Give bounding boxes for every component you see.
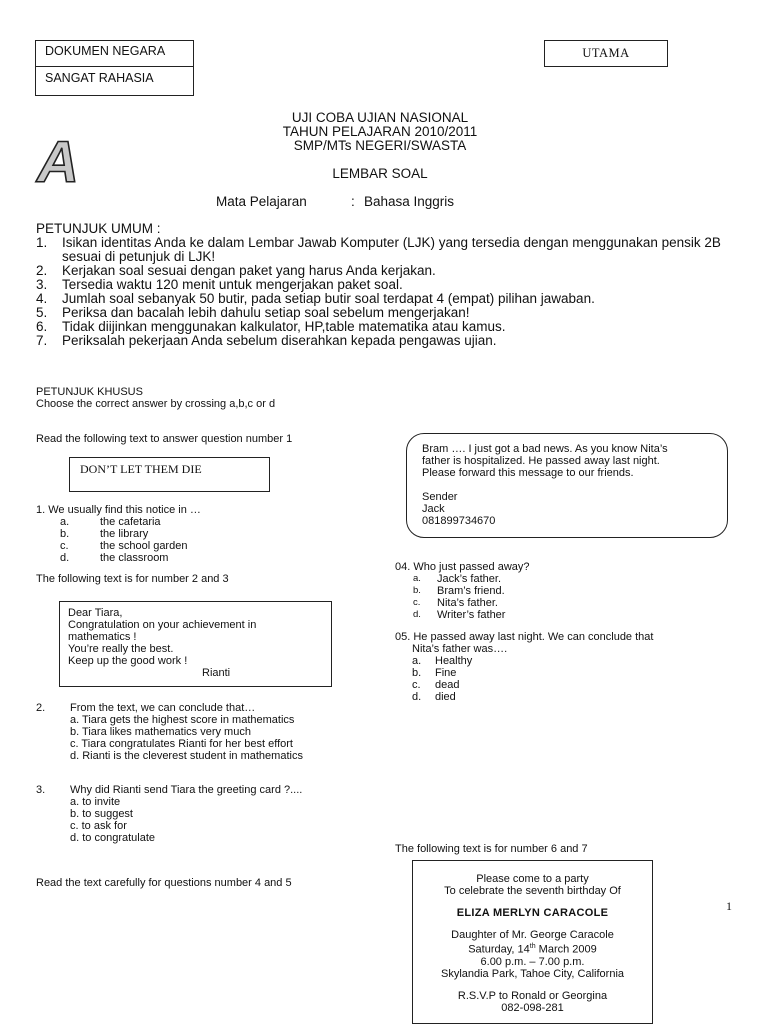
option-b[interactable]: b. Bram’s friend.	[413, 585, 505, 597]
option-a[interactable]: a. Tiara gets the highest score in mathematics	[70, 714, 295, 726]
list-item: 3. Tersedia waktu 120 menit untuk mengerjakan paket soal.	[36, 277, 403, 292]
option-c[interactable]: c. Tiara congratulates Rianti for her best effort	[70, 738, 293, 750]
utama-box	[544, 40, 668, 67]
title-line-1: UJI COBA UJIAN NASIONAL	[291, 110, 469, 125]
page-number: 1	[726, 899, 732, 913]
sms-line: father is hospitalized. He passed away last night.	[422, 455, 660, 467]
title-line-2: TAHUN PELAJARAN 2010/2011	[282, 124, 478, 139]
invite-line: Please come to a party	[476, 873, 589, 885]
subject-label: Mata Pelajaran	[216, 194, 307, 209]
sms-sender-name: Jack	[422, 503, 445, 515]
petunjuk-umum-list	[36, 236, 736, 348]
question-4	[395, 561, 715, 621]
card-line: mathematics !	[68, 631, 137, 643]
card-line: Dear Tiara,	[68, 607, 123, 619]
question-5	[395, 631, 725, 703]
intro-q6-7: The following text is for number 6 and 7	[395, 843, 588, 855]
sms-line: Please forward this message to our friends.	[422, 467, 634, 479]
paket-letter: A	[37, 138, 79, 188]
utama-label: UTAMA	[582, 46, 630, 60]
question-stem-cont: Nita’s father was….	[412, 643, 508, 655]
sangat-rahasia-label: SANGAT RAHASIA	[45, 71, 154, 85]
card-line: You’re really the best.	[68, 643, 174, 655]
invite-date: Saturday, 14th March 2009	[468, 943, 597, 956]
notice-text: DON’T LET THEM DIE	[80, 462, 202, 476]
paket-a-logo	[33, 138, 105, 188]
question-stem: 1. We usually find this notice in …	[36, 504, 201, 516]
option-a[interactable]: a. Healthy	[412, 655, 473, 667]
question-stem: Why did Rianti send Tiara the greeting card ?....	[70, 784, 303, 796]
question-stem: 05. He passed away last night. We can conclude that	[395, 631, 654, 643]
sms-line: Bram …. I just got a bad news. As you know Nita’s	[422, 443, 668, 455]
option-a[interactable]: a. to invite	[70, 796, 121, 808]
title-line-3: SMP/MTs NEGERI/SWASTA	[293, 138, 467, 153]
question-3: 3. Why did Rianti send Tiara the greeting card ?.... a. to invite b. to suggest c. to ask for d. to congratulate	[36, 784, 376, 844]
option-c[interactable]: c. Nita’s father.	[413, 597, 498, 609]
petunjuk-umum-heading: PETUNJUK UMUM :	[36, 221, 161, 236]
card-line: Congratulation on your achievement in	[68, 619, 257, 631]
subject-separator: :	[351, 194, 355, 209]
intro-q2-3: The following text is for number 2 and 3	[36, 573, 229, 585]
invite-name: ELIZA MERLYN CARACOLE	[456, 907, 609, 919]
intro-q4-5: Read the text carefully for questions number 4 and 5	[36, 877, 292, 889]
option-c[interactable]: c. dead	[412, 679, 460, 691]
lembar-soal-title: LEMBAR SOAL	[332, 166, 428, 181]
option-d[interactable]: d. Rianti is the cleverest student in mathematics	[70, 750, 303, 762]
option-b[interactable]: b. Fine	[412, 667, 457, 679]
question-1	[36, 504, 366, 564]
list-item: 4. Jumlah soal sebanyak 50 butir, pada setiap butir soal terdapat 4 (empat) pilihan jawaban.	[36, 291, 595, 306]
question-stem: 04. Who just passed away?	[395, 561, 530, 573]
greeting-card-box	[59, 601, 332, 687]
list-item: 6. Tidak diijinkan menggunakan kalkulator, HP,table matematika atau kamus.	[36, 319, 506, 334]
subject-value: Bahasa Inggris	[364, 194, 455, 209]
option-d[interactable]: d. died	[412, 691, 456, 703]
classification-box	[35, 40, 194, 96]
invite-phone: 082-098-281	[501, 1001, 564, 1014]
list-item: 2. Kerjakan soal sesuai dengan paket yang harus Anda kerjakan.	[36, 263, 436, 278]
sms-sender-label: Sender	[422, 491, 458, 503]
intro-q1: Read the following text to answer question number 1	[36, 433, 293, 445]
petunjuk-khusus-heading: PETUNJUK KHUSUS	[36, 386, 143, 398]
list-item: 5. Periksa dan bacalah lebih dahulu setiap soal sebelum mengerjakan!	[36, 305, 470, 320]
option-d[interactable]: d. to congratulate	[70, 832, 156, 844]
option-d[interactable]: d. Writer’s father	[413, 609, 506, 621]
list-item: 1. Isikan identitas Anda ke dalam Lembar Jawab Komputer (LJK) yang tersedia dengan menggunakan pensik 2B sesuai di petunjuk di LJK!	[36, 235, 721, 264]
option-c[interactable]: c. to ask for	[70, 820, 127, 832]
option-b[interactable]: b. Tiara likes mathematics very much	[70, 726, 251, 738]
list-item: 7. Periksalah pekerjaan Anda sebelum diserahkan kepada pengawas ujian.	[36, 333, 497, 348]
invite-rsvp: R.S.V.P to Ronald or Georgina	[457, 989, 608, 1002]
notice-box	[69, 457, 270, 492]
option-b[interactable]: b. the library	[60, 528, 149, 540]
petunjuk-khusus-text: Choose the correct answer by crossing a,b,c or d	[36, 398, 276, 410]
invite-line: Daughter of Mr. George Caracole	[451, 929, 614, 941]
doc-negara-label: DOKUMEN NEGARA	[45, 44, 166, 58]
invite-line: To celebrate the seventh birthday Of	[444, 885, 621, 897]
option-a[interactable]: a. Jack’s father.	[413, 573, 501, 585]
sms-message-box	[406, 433, 728, 538]
question-stem: From the text, we can conclude that…	[70, 702, 256, 714]
card-signature: Rianti	[202, 667, 231, 679]
option-b[interactable]: b. to suggest	[70, 808, 133, 820]
option-d[interactable]: d. the classroom	[60, 552, 169, 564]
invite-time: 6.00 p.m. – 7.00 p.m.	[480, 955, 585, 968]
card-line: Keep up the good work !	[68, 655, 188, 667]
sms-phone: 081899734670	[422, 515, 496, 527]
option-c[interactable]: c. the school garden	[60, 540, 188, 552]
page-title	[230, 111, 530, 153]
invite-venue: Skylandia Park, Tahoe City, California	[440, 967, 624, 980]
invitation-box	[412, 860, 653, 1024]
question-2: 2. From the text, we can conclude that… a. Tiara gets the highest score in mathematics b. Tiara likes mathematics very much c. Tiara congratulates Rianti for her best effort d. Rianti is the cleverest student in mathematics	[36, 702, 376, 762]
option-a[interactable]: a. the cafetaria	[60, 516, 161, 528]
divider	[36, 66, 193, 67]
